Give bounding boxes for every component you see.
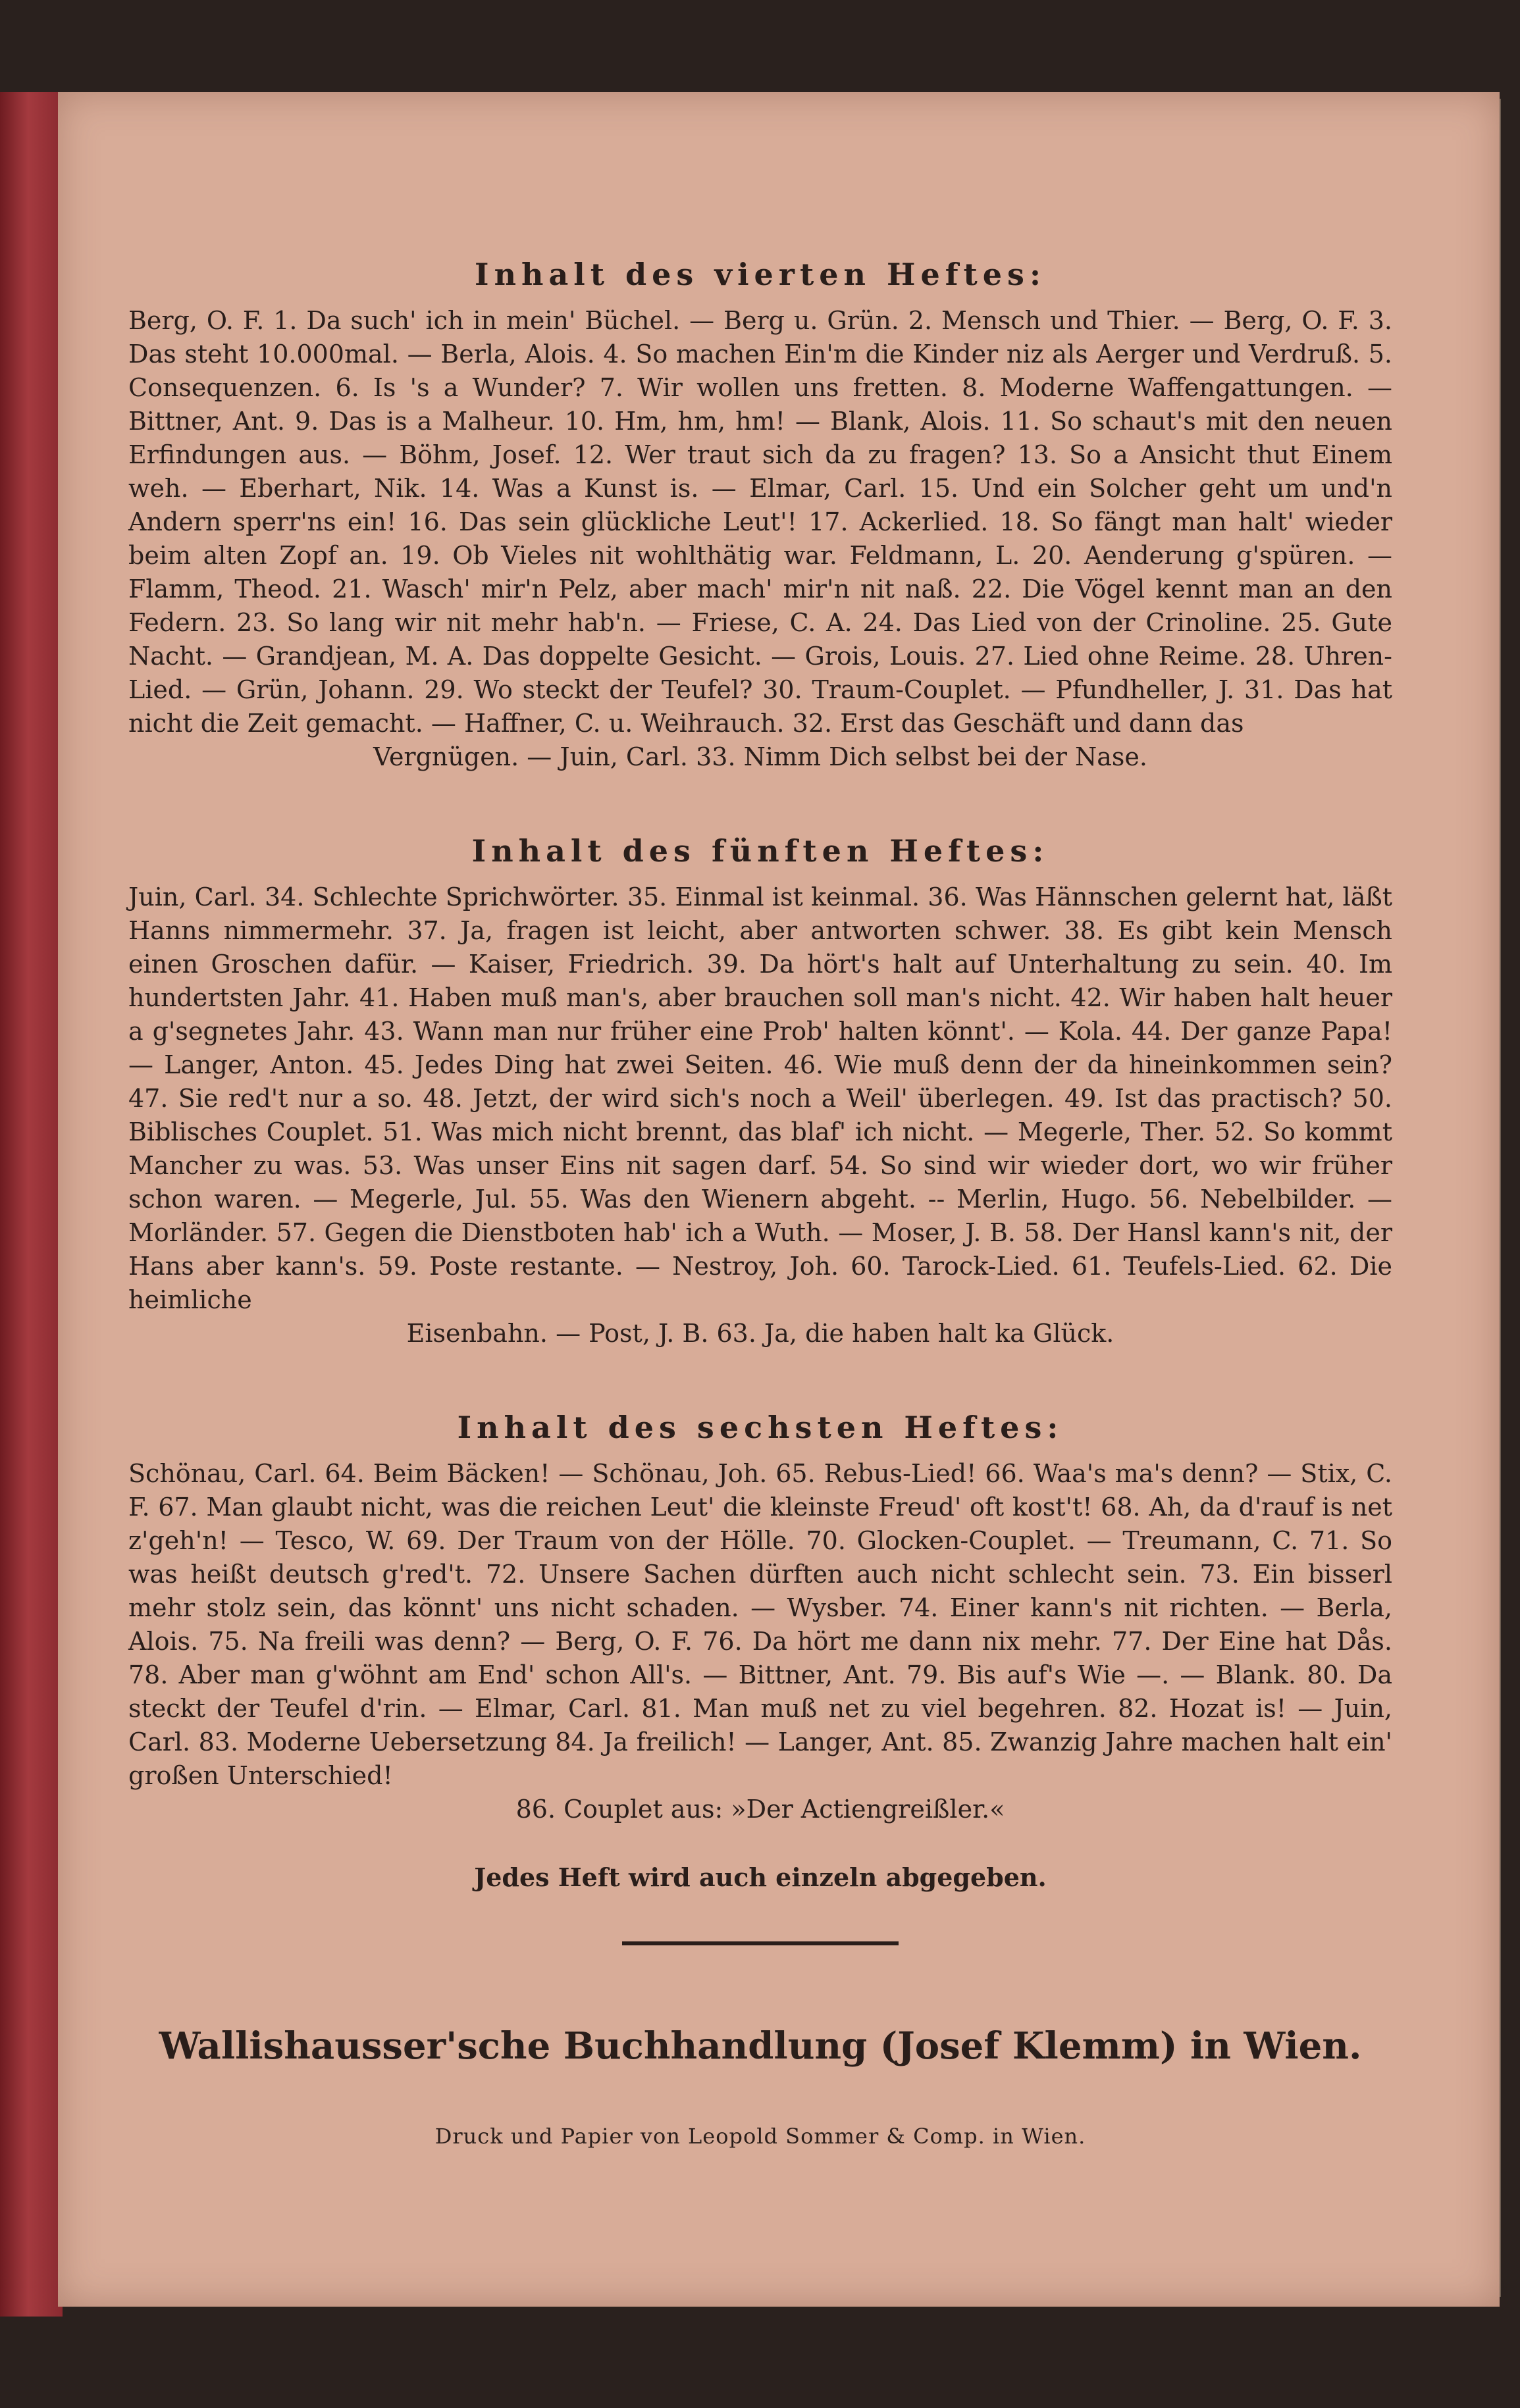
section-text-end: Eisenbahn. — Post, J. B. 63. Ja, die haben halt ka Glück. (406, 1319, 1114, 1348)
section-text: Schönau, Carl. 64. Beim Bäcken! — Schönau, Joh. 65. Rebus-Lied! 66. Waa's ma's denn? — Stix, C. F. 67. Man glaubt nicht, was die reichen Leut' die kleinste Freud' oft kost't! 68. Ah, da d'rauf is net z'geh'n! — Tesco, W. 69. Der Traum von der Hölle. 70. Glocken-Couplet. — Treumann, C. 71. So was heißt deutsch g'red't. 72. Unsere Sachen dürften auch nicht schlecht sein. 73. Ein bisserl mehr stolz sein, das könnt' uns nicht schaden. — Wysber. 74. Einer kann's nit richten. — Berla, Alois. 75. Na freili was denn? — Berg, O. F. 76. Da hört me dann nix mehr. 77. Der Eine hat Dås. 78. Aber man g'wöhnt am End' schon All's. — Bittner, Ant. 79. Bis auf's Wie —. — Blank. 80. Da steckt der Teufel d'rin. — Elmar, Carl. 81. Man muß net zu viel begehren. 82. Hozat is! — Juin, Carl. 83. Moderne Uebersetzung 84. Ja freilich! — Langer, Ant. 85. Zwanzig Jahre machen halt ein' großen Unterschied! (128, 1459, 1392, 1790)
section-text: Berg, O. F. 1. Da such' ich in mein' Büchel. — Berg u. Grün. 2. Mensch und Thier. — Berg, O. F. 3. Das steht 10.000mal. — Berla, Alois. 4. So machen Ein'm die Kinder niz als Aerger und Verdruß. 5. Consequenzen. 6. Is 's a Wunder? 7. Wir wollen uns fretten. 8. Moderne Waffengattungen. — Bittner, Ant. 9. Das is a Malheur. 10. Hm, hm, hm! — Blank, Alois. 11. So schaut's mit den neuen Erfindungen aus. — Böhm, Josef. 12. Wer traut sich da zu fragen? 13. So a Ansicht thut Einem weh. — Eberhart, Nik. 14. Was a Kunst is. — Elmar, Carl. 15. Und ein Solcher geht um und'n Andern sperr'ns ein! 16. Das sein glückliche Leut'! 17. Ackerlied. 18. So fängt man halt' wieder beim alten Zopf an. 19. Ob Vieles nit wohlthätig war. Feldmann, L. 20. Aenderung g'spüren. — Flamm, Theod. 21. Wasch' mir'n Pelz, aber mach' mir'n nit naß. 22. Die Vögel kennt man an den Federn. 23. So lang wir nit mehr hab'n. — Friese, C. A. 24. Das Lied von der Crinoline. 25. Gute Nacht. — Grandjean, M. A. Das doppelte Gesicht. — Grois, Louis. 27. Lied ohne Reime. 28. Uhren-Lied. — Grün, Johann. 29. Wo steckt der Teufel? 30. Traum-Couplet. — Pfundheller, J. 31. Das hat nicht die Zeit gemacht. — Haffner, C. u. Weihrauch. 32. Erst das Geschäft und dann das (128, 306, 1392, 738)
section-title: Inhalt des vierten Heftes: (475, 257, 1046, 292)
page-content (128, 165, 1392, 2149)
section-body (128, 304, 1392, 774)
printer-line: Druck und Papier von Leopold Sommer & Comp. in Wien. (434, 2124, 1086, 2149)
section-body (128, 881, 1392, 1350)
section-text: Juin, Carl. 34. Schlechte Sprichwörter. 35. Einmal ist keinmal. 36. Was Hännschen gelernt hat, läßt Hanns nimmermehr. 37. Ja, fragen ist leicht, aber antworten schwer. 38. Es gibt kein Mensch einen Groschen dafür. — Kaiser, Friedrich. 39. Da hört's halt auf Unterhaltung zu sein. 40. Im hundertsten Jahr. 41. Haben muß man's, aber brauchen soll man's nicht. 42. Wir haben halt heuer a g'segnetes Jahr. 43. Wann man nur früher eine Prob' halten könnt'. — Kola. 44. Der ganze Papa! — Langer, Anton. 45. Jedes Ding hat zwei Seiten. 46. Wie muß denn der da hineinkommen sein? 47. Sie red't nur a so. 48. Jetzt, der wird sich's noch a Weil' überlegen. 49. Ist das practisch? 50. Biblisches Couplet. 51. Was mich nicht brennt, das blaf' ich nicht. — Megerle, Ther. 52. So kommt Mancher zu was. 53. Was unser Eins nit sagen darf. 54. So sind wir wieder dort, wo wir früher schon waren. — Megerle, Jul. 55. Was den Wienern abgeht. -- Merlin, Hugo. 56. Nebelbilder. — Morländer. 57. Gegen die Dienstboten hab' ich a Wuth. — Moser, J. B. 58. Der Hansl kann's nit, der Hans aber kann's. 59. Poste restante. — Nestroy, Joh. 60. Tarock-Lied. 61. Teufels-Lied. 62. Die heimliche (128, 883, 1392, 1314)
section-heft-6 (128, 1410, 1392, 1826)
availability-note: Jedes Heft wird auch einzeln abgegeben. (474, 1862, 1047, 1892)
section-text-end: Vergnügen. — Juin, Carl. 33. Nimm Dich selbst bei der Nase. (373, 742, 1147, 771)
book-spine (0, 92, 63, 2317)
divider-rule (622, 1941, 899, 1945)
publisher-line: Wallishausser'sche Buchhandlung (Josef Klemm) in Wien. (159, 2024, 1362, 2068)
section-title: Inhalt des fünften Heftes: (471, 833, 1049, 869)
section-heft-4 (128, 257, 1392, 774)
section-body (128, 1457, 1392, 1826)
section-heft-5 (128, 833, 1392, 1350)
section-title: Inhalt des sechsten Heftes: (457, 1410, 1064, 1445)
section-text-end: 86. Couplet aus: »Der Actiengreißler.« (515, 1795, 1005, 1824)
